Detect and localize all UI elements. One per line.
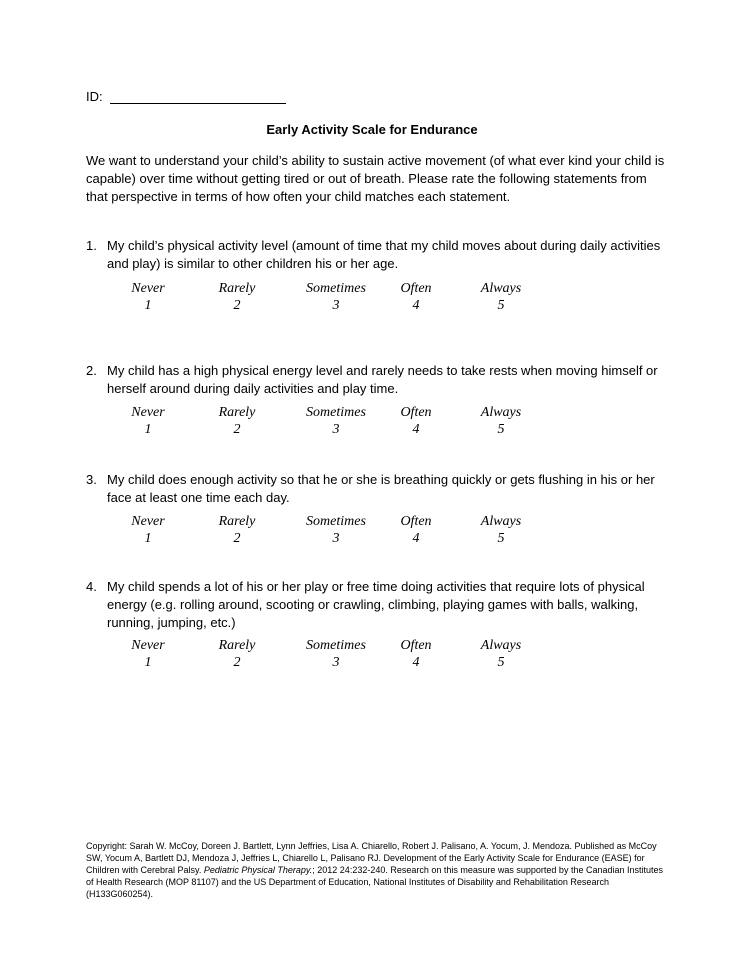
rating-value: 2	[233, 531, 241, 546]
rating-label: Always	[480, 281, 522, 296]
question-number: 1.	[86, 238, 97, 253]
rating-label: Sometimes	[306, 514, 366, 529]
footer-text-part2: ; 2012 24:232-240. Research on this measure was supported by the Canadian Institutes of Health Research (MOP 81107) and the US Department of Education, National Institutes of Disability and Rehabilitation Research (H133G060254).	[86, 865, 663, 899]
rating-label: Sometimes	[306, 281, 366, 296]
rating-option-sometimes[interactable]	[291, 637, 381, 671]
rating-value: 3	[332, 655, 340, 670]
rating-label: Sometimes	[306, 405, 366, 420]
footer-text-part1: Copyright: Sarah W. McCoy, Doreen J. Bartlett, Lynn Jeffries, Lisa A. Chiarello, Robert J. Palisano, A. Yocum, J. Mendoza. Published as McCoy SW, Yocum A, Bartlett DJ, Mendoza J, Jeffries L, Chiarello L, Palisano RJ. Development of the Early Activity Scale for Endurance (EASE) for Children with Cerebral Palsy.	[86, 841, 657, 875]
rating-value: 1	[144, 655, 152, 670]
question-4	[86, 578, 666, 632]
question-text: My child’s physical activity level (amount of time that my child moves about during daily activities and play) is similar to other children his or her age.	[107, 238, 661, 271]
rating-label: Often	[400, 638, 432, 653]
rating-label: Never	[131, 638, 165, 653]
rating-value: 1	[144, 422, 152, 437]
rating-value: 5	[497, 531, 505, 546]
rating-option-sometimes[interactable]	[291, 280, 381, 314]
rating-scale-1	[0, 280, 744, 320]
rating-label: Never	[131, 514, 165, 529]
rating-value: 4	[412, 422, 420, 437]
question-2	[86, 362, 666, 398]
rating-value: 3	[332, 531, 340, 546]
rating-option-never[interactable]	[103, 513, 193, 547]
id-input-line[interactable]	[110, 90, 286, 104]
question-text: My child spends a lot of his or her play or free time doing activities that require lots of physical energy (e.g. rolling around, scooting or crawling, climbing, playing games with balls, walking, running, jumping, etc.)	[107, 579, 645, 630]
question-text: My child does enough activity so that he or she is breathing quickly or gets flushing in his or her face at least one time each day.	[107, 472, 655, 505]
rating-value: 5	[497, 298, 505, 313]
id-field-row	[86, 89, 286, 104]
form-title: Early Activity Scale for Endurance	[266, 122, 478, 137]
rating-option-sometimes[interactable]	[291, 513, 381, 547]
rating-option-always[interactable]	[456, 404, 546, 438]
question-number: 3.	[86, 472, 97, 487]
rating-value: 2	[233, 298, 241, 313]
rating-scale-2	[0, 404, 744, 444]
rating-value: 2	[233, 655, 241, 670]
rating-option-rarely[interactable]	[192, 280, 282, 314]
rating-value: 3	[332, 298, 340, 313]
id-label: ID:	[86, 89, 103, 104]
rating-label: Sometimes	[306, 638, 366, 653]
rating-value: 2	[233, 422, 241, 437]
rating-label: Rarely	[218, 281, 256, 296]
question-number: 4.	[86, 579, 97, 594]
rating-label: Always	[480, 405, 522, 420]
rating-option-rarely[interactable]	[192, 404, 282, 438]
question-1	[86, 237, 666, 273]
question-3	[86, 471, 666, 507]
rating-value: 1	[144, 531, 152, 546]
rating-scale-4	[0, 637, 744, 677]
question-text: My child has a high physical energy level and rarely needs to take rests when moving himself or herself around during daily activities and play time.	[107, 363, 658, 396]
rating-option-sometimes[interactable]	[291, 404, 381, 438]
rating-option-always[interactable]	[456, 637, 546, 671]
rating-label: Always	[480, 514, 522, 529]
rating-value: 3	[332, 422, 340, 437]
rating-label: Often	[400, 281, 432, 296]
rating-value: 5	[497, 655, 505, 670]
rating-option-rarely[interactable]	[192, 637, 282, 671]
rating-label: Rarely	[218, 638, 256, 653]
rating-label: Rarely	[218, 405, 256, 420]
copyright-footer	[86, 840, 666, 900]
rating-label: Rarely	[218, 514, 256, 529]
rating-label: Always	[480, 638, 522, 653]
rating-value: 4	[412, 655, 420, 670]
rating-option-rarely[interactable]	[192, 513, 282, 547]
rating-option-never[interactable]	[103, 637, 193, 671]
rating-option-often[interactable]	[371, 404, 461, 438]
rating-value: 1	[144, 298, 152, 313]
rating-value: 4	[412, 298, 420, 313]
rating-label: Often	[400, 405, 432, 420]
rating-option-always[interactable]	[456, 280, 546, 314]
rating-option-often[interactable]	[371, 637, 461, 671]
rating-option-often[interactable]	[371, 513, 461, 547]
rating-option-often[interactable]	[371, 280, 461, 314]
rating-value: 4	[412, 531, 420, 546]
footer-journal-name: Pediatric Physical Therapy.	[203, 865, 313, 875]
rating-label: Often	[400, 514, 432, 529]
rating-option-never[interactable]	[103, 404, 193, 438]
question-number: 2.	[86, 363, 97, 378]
rating-label: Never	[131, 405, 165, 420]
intro-paragraph: We want to understand your child’s ability to sustain active movement (of what ever kind your child is capable) over time without getting tired or out of breath. Please rate the following statements from that perspective in terms of how often your child matches each statement.	[86, 153, 665, 204]
rating-label: Never	[131, 281, 165, 296]
rating-option-always[interactable]	[456, 513, 546, 547]
rating-value: 5	[497, 422, 505, 437]
rating-scale-3	[0, 513, 744, 553]
rating-option-never[interactable]	[103, 280, 193, 314]
